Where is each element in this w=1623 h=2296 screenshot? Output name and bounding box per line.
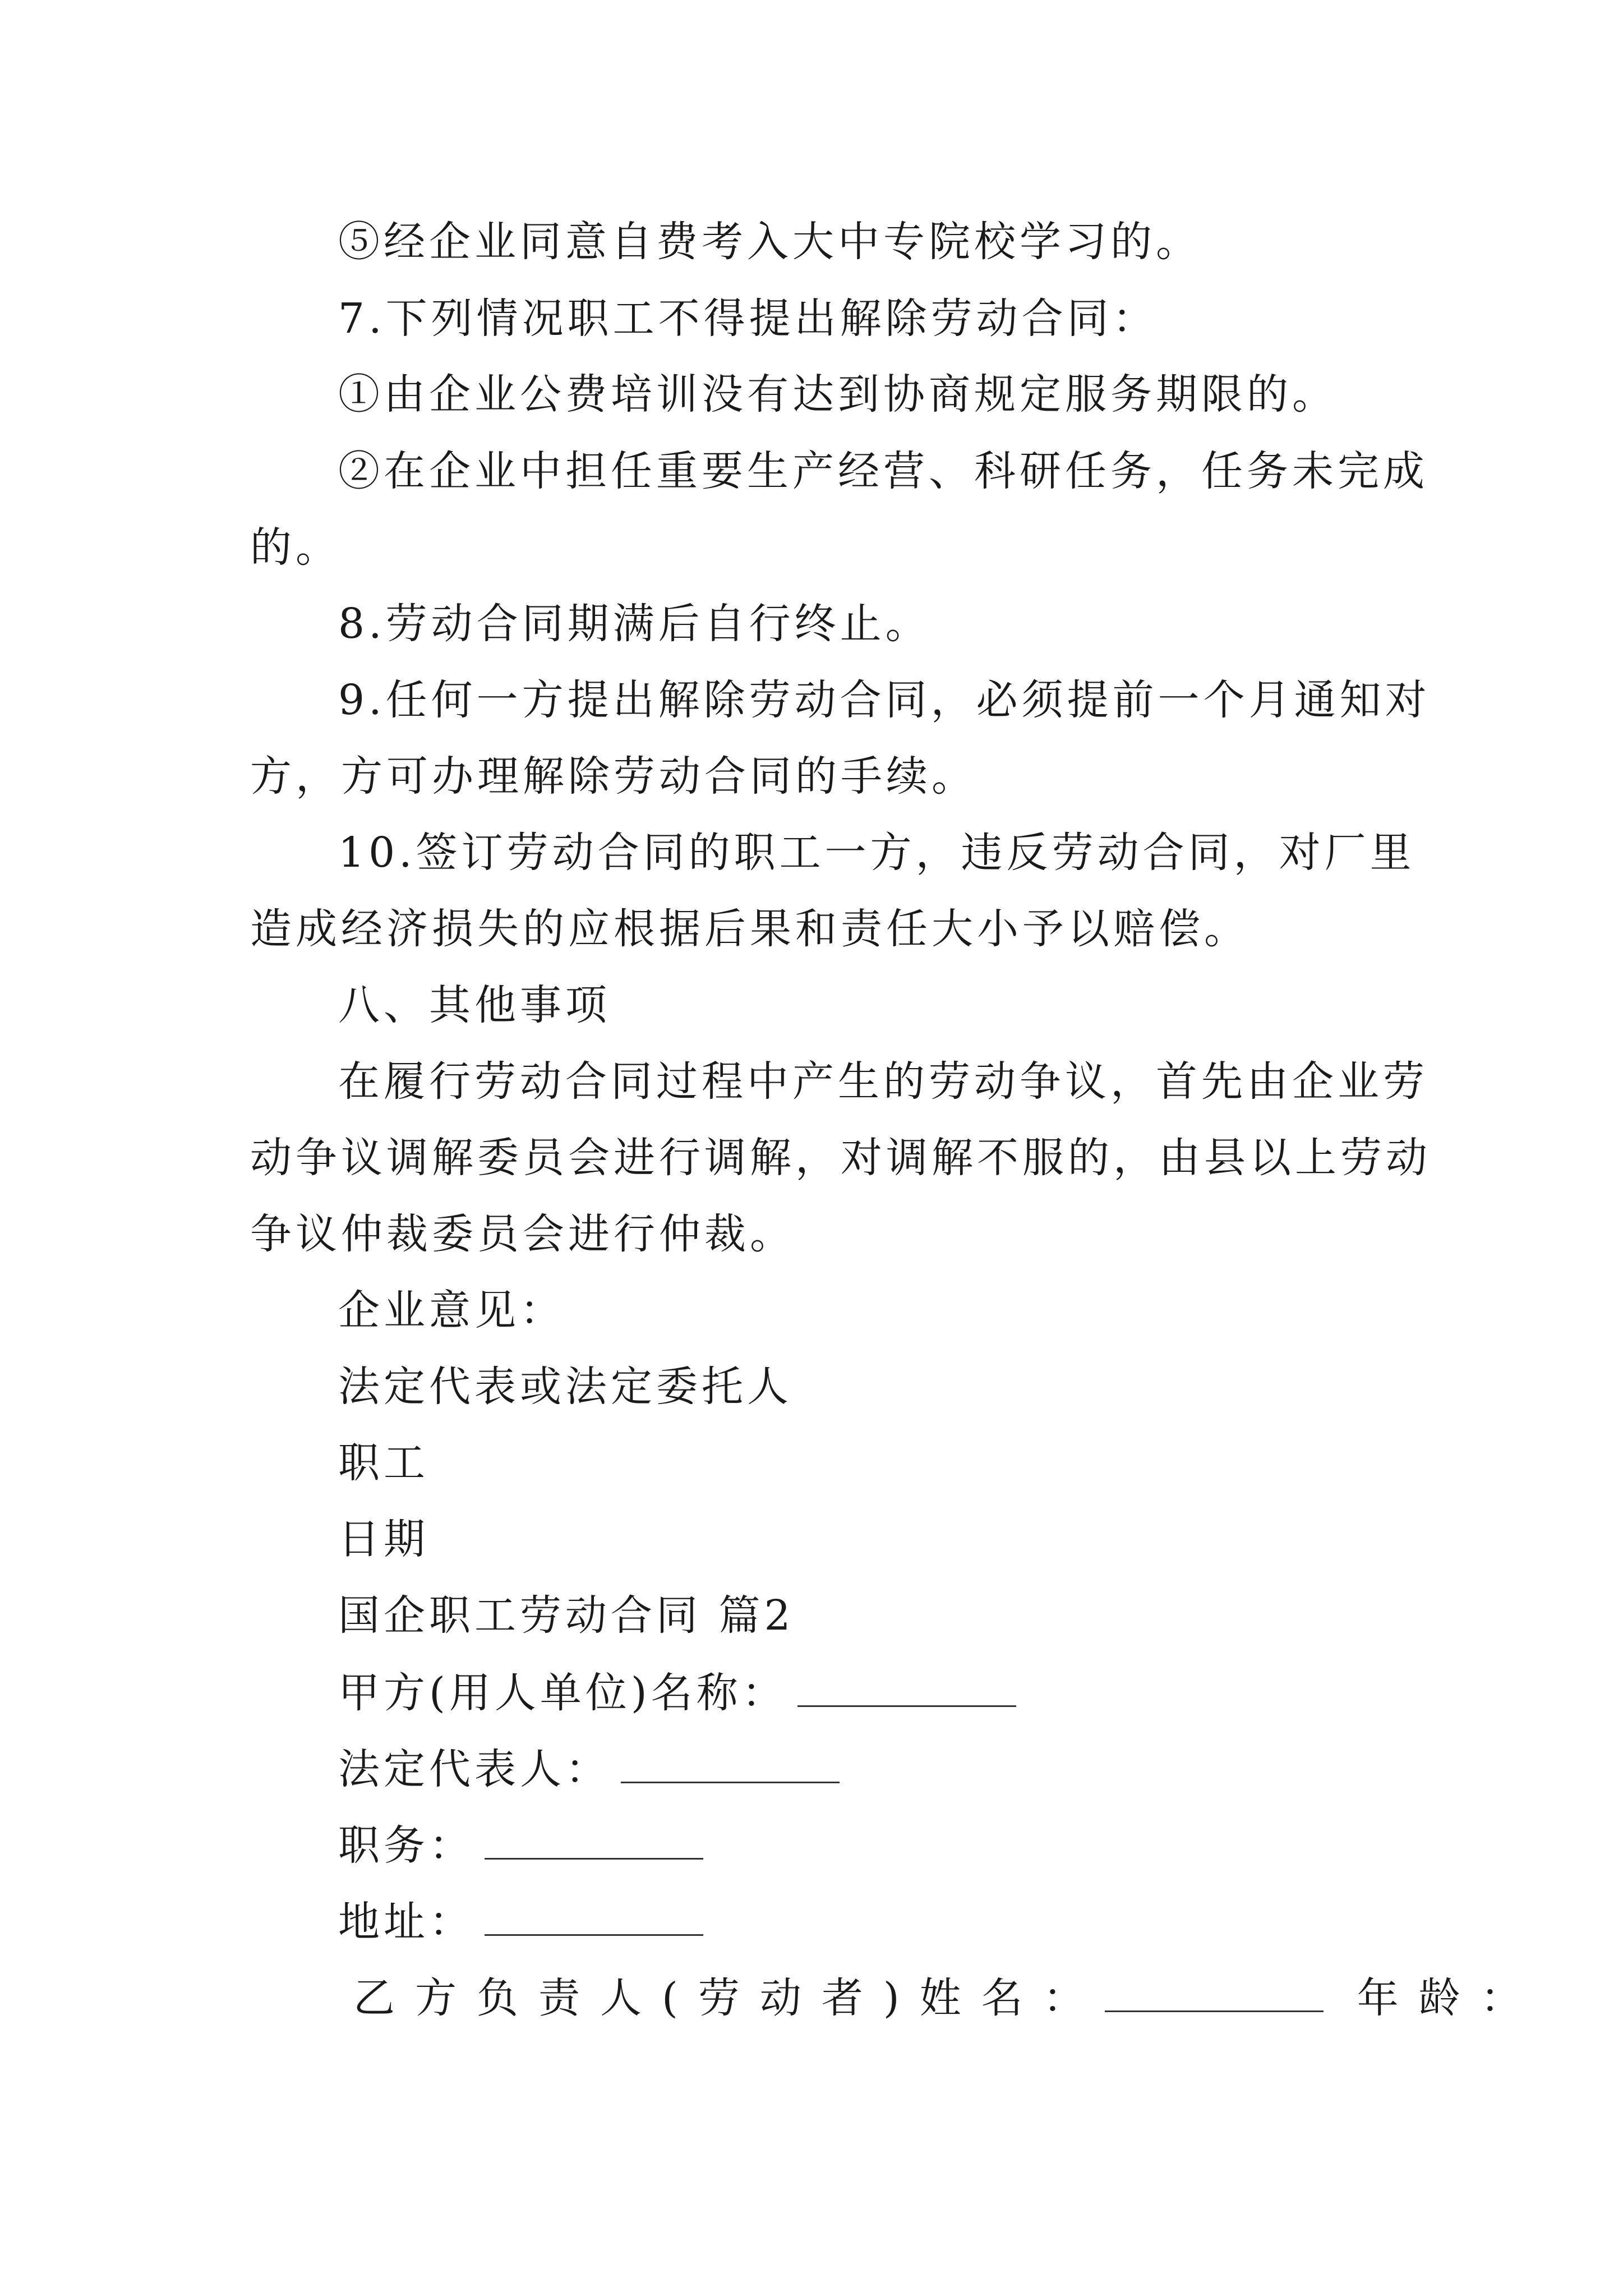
address-row (338, 1894, 703, 1949)
blank-line (485, 1894, 703, 1936)
paragraph-line: ②在企业中担任重要生产经营、科研任务，任务未完成 (338, 447, 1428, 495)
blank-line (1105, 1970, 1324, 2012)
field-label: 甲方(用人单位)名称： (338, 1669, 787, 1717)
paragraph-line: 10.签订劳动合同的职工一方，违反劳动合同，对厂里 (338, 829, 1415, 877)
field-label: 职务： (338, 1821, 474, 1870)
legal-rep-row (338, 1741, 840, 1796)
position-row (338, 1818, 703, 1872)
field-label: 地址： (338, 1898, 474, 1946)
field-label: 年龄： (1357, 1974, 1542, 2022)
section-title: 国企职工劳动合同 篇2 (338, 1591, 795, 1640)
paragraph-line: 方，方可办理解除劳动合同的手续。 (250, 752, 977, 800)
signature-label: 法定代表或法定委托人 (338, 1363, 792, 1411)
paragraph-line: 7.下列情况职工不得提出解除劳动合同： (338, 295, 1158, 343)
signature-label: 日期 (338, 1515, 429, 1563)
paragraph-line: 在履行劳动合同过程中产生的劳动争议，首先由企业劳 (338, 1057, 1428, 1106)
blank-line (797, 1665, 1016, 1707)
section-heading: 八、其他事项 (338, 981, 611, 1029)
signature-label: 职工 (338, 1439, 429, 1487)
paragraph-line: ⑤经企业同意自费考入大中专院校学习的。 (338, 218, 1201, 266)
blank-line (485, 1818, 703, 1860)
paragraph-line: 动争议调解委员会进行调解，对调解不服的，由县以上劳动 (250, 1134, 1431, 1182)
field-label: 法定代表人： (338, 1745, 611, 1793)
party-a-name-row (338, 1665, 1016, 1720)
paragraph-line: ①由企业公费培训没有达到协商规定服务期限的。 (338, 370, 1338, 418)
signature-label: 企业意见： (338, 1286, 565, 1335)
paragraph-line: 造成经济损失的应根据后果和责任大小予以赔偿。 (250, 905, 1249, 953)
party-b-row (353, 1970, 1542, 2025)
paragraph-line: 的。 (250, 523, 341, 572)
paragraph-line: 争议仲裁委员会进行仲裁。 (250, 1210, 795, 1258)
blank-line (621, 1741, 840, 1783)
paragraph-line: 8.劳动合同期满后自行终止。 (338, 600, 931, 648)
field-label: 乙方负责人(劳动者)姓名： (353, 1974, 1105, 2022)
paragraph-line: 9.任何一方提出解除劳动合同，必须提前一个月通知对 (338, 676, 1431, 724)
